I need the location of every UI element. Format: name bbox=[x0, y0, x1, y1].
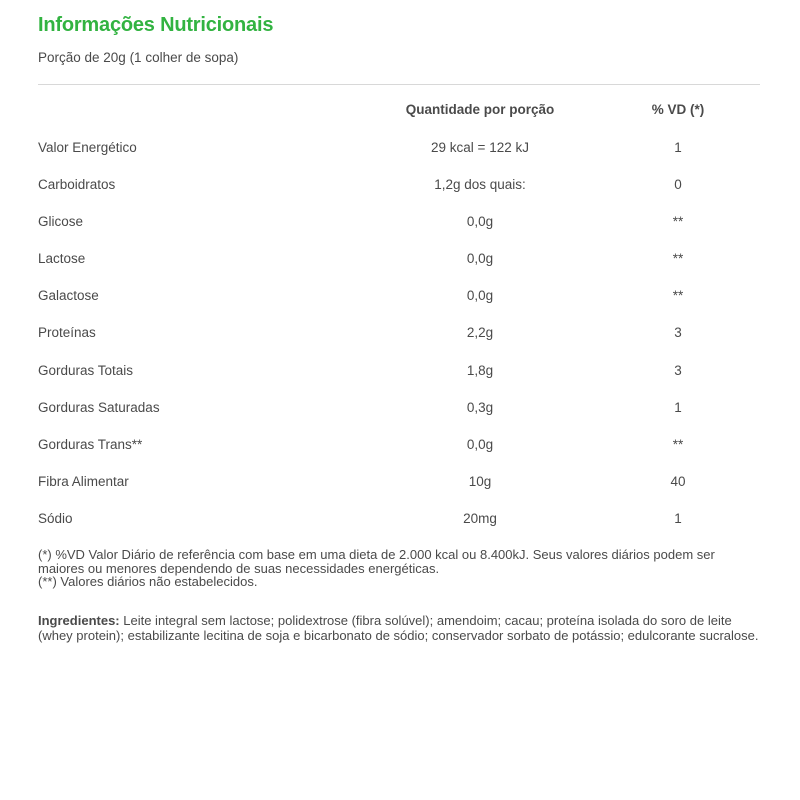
nutrient-amount: 2,2g bbox=[466, 325, 494, 341]
nutrient-vd: 1 bbox=[674, 510, 682, 526]
nutrient-amount: 10g bbox=[468, 473, 492, 489]
nutrient-vd: ** bbox=[672, 288, 684, 304]
nutrient-vd: ** bbox=[672, 251, 684, 267]
nutrient-vd: 40 bbox=[670, 473, 686, 489]
table-row bbox=[38, 251, 760, 288]
nutrient-amount: 1,2g dos quais: bbox=[434, 177, 526, 193]
footnote-not-established: (**) Valores diários não estabelecidos. bbox=[38, 574, 258, 589]
nutrient-name: Gorduras Trans** bbox=[38, 436, 143, 452]
nutrition-table-body bbox=[38, 140, 760, 548]
nutrient-amount: 1,8g bbox=[466, 362, 494, 378]
table-row bbox=[38, 437, 760, 474]
nutrient-vd: 3 bbox=[674, 362, 682, 378]
table-row bbox=[38, 325, 760, 362]
table-row bbox=[38, 288, 760, 325]
nutrient-amount: 0,0g bbox=[466, 288, 494, 304]
nutrient-name: Carboidratos bbox=[38, 177, 116, 193]
ingredients-text: Leite integral sem lactose; polidextrose (fibra solúvel); amendoim; cacau; proteína isolada do soro de leite (whey protein); estabilizante lecitina de soja e bicarbonato de sódio; conservador sorbato de potássio; edulcorante sucralose. bbox=[38, 613, 759, 643]
nutrient-vd: ** bbox=[672, 436, 684, 452]
nutrient-vd: 0 bbox=[674, 177, 682, 193]
table-header bbox=[38, 102, 760, 122]
table-row bbox=[38, 363, 760, 400]
nutrient-vd: 3 bbox=[674, 325, 682, 341]
nutrient-name: Sódio bbox=[38, 510, 73, 526]
header-divider bbox=[38, 84, 760, 85]
nutrient-amount: 29 kcal = 122 kJ bbox=[431, 140, 529, 155]
nutrient-amount: 0,0g bbox=[466, 214, 494, 230]
nutrient-vd: 1 bbox=[674, 140, 682, 155]
table-row bbox=[38, 400, 760, 437]
nutrient-name: Gorduras Totais bbox=[38, 362, 134, 378]
table-row bbox=[38, 140, 760, 177]
nutrient-name: Proteínas bbox=[38, 325, 96, 341]
table-row bbox=[38, 511, 760, 548]
footnote-vd: (*) %VD Valor Diário de referência com base em uma dieta de 2.000 kcal ou 8.400kJ. Seus valores diários podem ser maiores ou menores dependendo de suas necessidades energéticas. bbox=[38, 547, 715, 576]
footnotes bbox=[38, 548, 760, 589]
nutrient-name: Gorduras Saturadas bbox=[38, 399, 160, 415]
nutrient-name: Galactose bbox=[38, 288, 99, 304]
nutrient-amount: 0,0g bbox=[466, 436, 494, 452]
ingredients-label: Ingredientes: bbox=[38, 613, 120, 628]
nutrient-vd: ** bbox=[672, 214, 684, 230]
nutrient-amount: 20mg bbox=[463, 510, 497, 526]
nutrient-name: Valor Energético bbox=[38, 140, 137, 155]
ingredients bbox=[38, 614, 760, 643]
table-row bbox=[38, 177, 760, 214]
column-header-vd: % VD (*) bbox=[651, 102, 705, 117]
nutrient-name: Lactose bbox=[38, 251, 86, 267]
nutrient-vd: 1 bbox=[674, 399, 682, 415]
nutrient-amount: 0,3g bbox=[466, 399, 494, 415]
nutrient-name: Fibra Alimentar bbox=[38, 473, 129, 489]
nutrient-name: Glicose bbox=[38, 214, 84, 230]
portion-size: Porção de 20g (1 colher de sopa) bbox=[38, 50, 239, 65]
table-row bbox=[38, 474, 760, 511]
nutrient-amount: 0,0g bbox=[466, 251, 494, 267]
table-row bbox=[38, 214, 760, 251]
page-title: Informações Nutricionais bbox=[38, 14, 274, 36]
column-header-amount: Quantidade por porção bbox=[405, 102, 555, 117]
